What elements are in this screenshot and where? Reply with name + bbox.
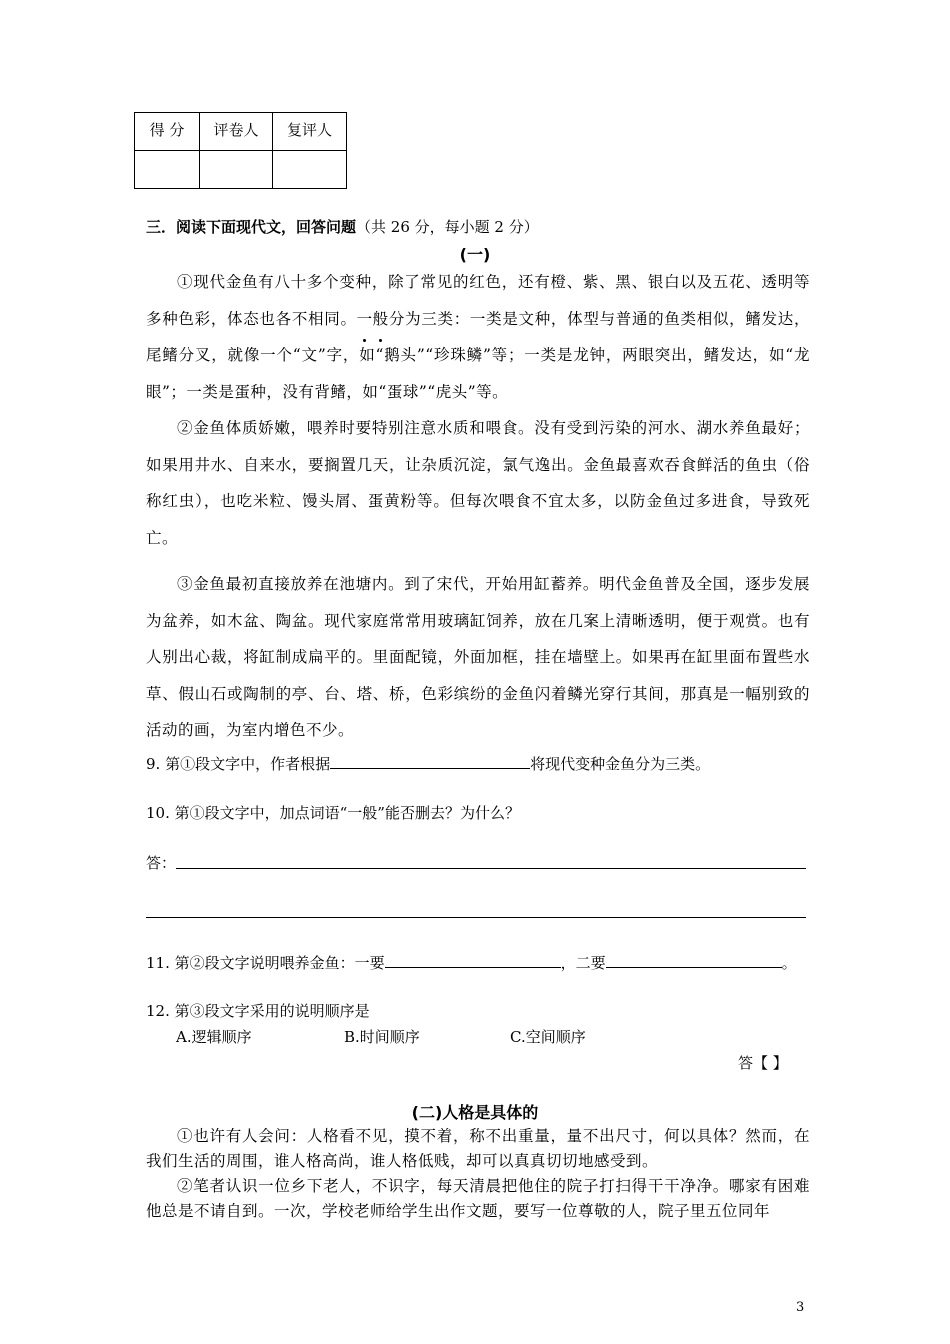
grader-cell[interactable]	[200, 151, 273, 189]
part2-paragraph-2: ②笔者认识一位乡下老人，不识字，每天清晨把他住的院子打扫得干干净净。哪家有困难他总是不请自到。一次，学校老师给学生出作文题，要写一位尊敬的人，院子里五位同年	[146, 1177, 810, 1220]
score-header: 得 分	[135, 113, 200, 151]
q9-answer-blank[interactable]	[330, 752, 530, 769]
question-11: 11. 第②段文字说明喂养金鱼：一要 ，二要 。	[146, 951, 797, 973]
part1-paragraph-3: ③金鱼最初直接放养在池塘内。到了宋代，开始用缸蓄养。明代金鱼普及全国，逐步发展为盆养，如木盆、陶盆。现代家庭常常用玻璃缸饲养，放在几案上清晰透明，便于观赏。也有人别出心裁，将缸制成扁平的。里面配镜，外面加框，挂在墙壁上。如果再在缸里面布置些水草、假山石或陶制的亭、台、塔、桥，色彩缤纷的金鱼闪着鳞光穿行其间，那真是一幅别致的活动的画，为室内增色不少。	[146, 575, 810, 739]
q11-answer-blank-1[interactable]	[385, 951, 561, 968]
q11-answer-blank-2[interactable]	[606, 951, 782, 968]
part1-paragraph-1	[146, 264, 810, 410]
part1-p1-after: 分为三类：一类是文种，体型与普通的鱼类相似，鳍发达，尾鳍分叉，就像一个“文”字，如“鹅头”“珍珠鳞”等；一类是龙钟，两眼突出，鳍发达，如“龙眼”；一类是蛋种，没有背鳍，如“蛋球”“虎头”等。	[146, 309, 810, 401]
part1-p1-before: ①现代金鱼有八十多个变种，除了常见的红色，还有橙、紫、黑、银白以及五花、透明等多种色彩，体态也各不相同。	[146, 273, 810, 328]
q12-answer-bracket[interactable]: 答【 】	[738, 1054, 788, 1072]
grader-header: 评卷人	[200, 113, 273, 151]
page-number: 3	[796, 1300, 805, 1315]
q12-option-a: A.逻辑顺序	[176, 1028, 252, 1046]
q12-option-b: B.时间顺序	[344, 1028, 420, 1046]
q10-answer-line-1[interactable]	[176, 868, 806, 869]
part2-paragraph-1: ①也许有人会问：人格看不见，摸不着，称不出重量，量不出尺寸，何以具体？然而，在我们生活的周围，谁人格高尚，谁人格低贱，却可以真真切切地感受到。	[146, 1127, 810, 1170]
part1-paragraph-2: ②金鱼体质娇嫩，喂养时要特别注意水质和喂食。没有受到污染的河水、湖水养鱼最好；如果用井水、自来水，要搁置几天，让杂质沉淀，氯气逸出。金鱼最喜欢吞食鲜活的鱼虫（俗称红虫），也吃米粒、馒头屑、蛋黄粉等。但每次喂食不宜太多，以防金鱼过多进食，导致死亡。	[146, 419, 810, 547]
emphasized-char: 般	[373, 301, 389, 338]
section-title-note: （共 26 分，每小题 2 分）	[356, 218, 539, 236]
question-10: 10. 第①段文字中，加点词语“一般”能否删去？为什么？	[146, 804, 520, 822]
q10-answer-label: 答：	[146, 854, 177, 872]
score-table-header-row	[135, 113, 347, 151]
part1-title: (一)	[459, 245, 491, 264]
section-title-text: 三．阅读下面现代文，回答问题	[146, 218, 357, 236]
score-cell[interactable]	[135, 151, 200, 189]
score-table	[134, 112, 347, 189]
part2-title: (二)人格是具体的	[411, 1103, 539, 1122]
q10-answer-line-2[interactable]	[146, 917, 806, 918]
question-9: 9. 第①段文字中，作者根据 将现代变种金鱼分为三类。	[146, 752, 710, 774]
reviewer-cell[interactable]	[273, 151, 347, 189]
q12-option-c: C.空间顺序	[510, 1028, 586, 1046]
reviewer-header: 复评人	[273, 113, 347, 151]
section-title	[146, 216, 539, 237]
score-table-blank-row	[135, 151, 347, 189]
question-12: 12. 第③段文字采用的说明顺序是	[146, 1002, 370, 1020]
emphasized-char: 一	[357, 301, 373, 338]
